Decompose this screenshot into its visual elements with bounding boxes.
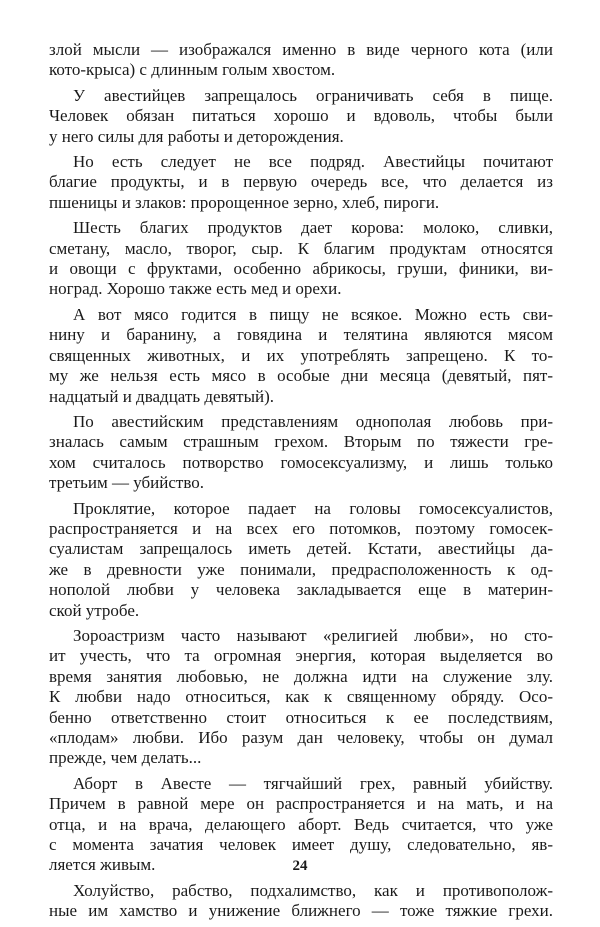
text-line: ской утробе. [49, 600, 140, 620]
text-line: распространяется и на всех его потомков, поэтому гомосек- [49, 518, 553, 538]
text-line: нополой любви у человека закладывается еще в материн- [49, 580, 553, 600]
text-line: суалистам запрещалось иметь детей. Кстати, авестийцы да- [49, 539, 553, 559]
text-line: По авестийским представлениям однополая любовь при- [73, 411, 553, 431]
text-line: Холуйство, рабство, подхалимство, как и противополож- [73, 880, 553, 900]
text-line: зналась самым страшным грехом. Вторым по тяжести гре- [49, 432, 553, 452]
text-line: священных животных, и их употреблять запрещено. К то- [49, 345, 553, 365]
paragraph [49, 499, 553, 621]
text-line: время занятия любовью, не должна идти на служение злу. [49, 666, 553, 686]
text-line: ляется живым. [49, 855, 156, 875]
text-line: отца, и на врача, делающего аборт. Ведь считается, что уже [49, 814, 553, 834]
text-line: му же нельзя есть мясо в особые дни месяца (девятый, пят- [49, 366, 553, 386]
text-line: же в древности уже понимали, предрасположенность к од- [49, 559, 553, 579]
text-line: ные им хамство и унижение ближнего — тоже тяжкие грехи. [49, 901, 553, 921]
text-line: с момента зачатия человек имеет душу, следовательно, яв- [49, 835, 553, 855]
text-line: злой мысли — изображался именно в виде черного кота (или [49, 40, 553, 59]
text-line: Аборт в Авесте — тягчайший грех, равный убийству. [73, 773, 553, 793]
paragraph [49, 218, 553, 300]
text-line: Но есть следует не все подряд. Авестийцы почитают [73, 152, 553, 172]
text-line: нину и баранину, а говядина и телятина являются мясом [49, 325, 553, 345]
text-line: у него силы для работы и деторождения. [49, 126, 344, 146]
paragraph [49, 86, 553, 147]
paragraph [49, 881, 553, 922]
text-line: бенно ответственно стоит относиться к ее последствиям, [49, 707, 553, 727]
page-number: 24 [292, 858, 308, 874]
page-body [49, 40, 553, 927]
paragraph [49, 40, 553, 81]
text-line: сметану, масло, творог, сыр. К благим продуктам относятся [49, 238, 553, 258]
text-line: надцатый и двадцать девятый). [49, 386, 275, 406]
text-line: ноград. Хорошо также есть мед и орехи. [49, 279, 342, 299]
text-line: Проклятие, которое падает на головы гомосексуалистов, [73, 498, 553, 518]
text-line: кото-крыса) с длинным голым хвостом. [49, 60, 336, 80]
text-line: пшеницы и злаков: пророщенное зерно, хлеб, пироги. [49, 192, 440, 212]
text-line: А вот мясо годится в пищу не всякое. Можно есть сви- [73, 304, 553, 324]
text-line: Человек обязан питаться хорошо и вдоволь, чтобы были [49, 106, 553, 126]
paragraph [49, 305, 553, 407]
text-line: Шесть благих продуктов дает корова: молоко, сливки, [73, 218, 553, 238]
text-line: Причем в равной мере он распространяется и на мать, и на [49, 794, 553, 814]
text-line: хом считалось потворство гомосексуализму, и лишь только [49, 452, 553, 472]
paragraph [49, 412, 553, 494]
text-line: «плодам» любви. Ибо разум дан человеку, чтобы он думал [49, 728, 553, 747]
text-line: Зороастризм часто называют «религией любви», но сто- [73, 625, 553, 645]
text-line: благие продукты, и в первую очередь все, что делается из [49, 172, 553, 192]
text-line: прежде, чем делать... [49, 748, 202, 768]
text-line: третьим — убийство. [49, 473, 204, 493]
text-line: ит учесть, что та огромная энергия, которая выделяется во [49, 646, 553, 666]
text-line: К любви надо относиться, как к священному обряду. Осо- [49, 687, 553, 707]
text-line: У авестийцев запрещалось ограничивать себя в пище. [73, 85, 553, 105]
text-line: и овощи с фруктами, особенно абрикосы, груши, финики, ви- [49, 259, 553, 279]
paragraph [49, 626, 553, 769]
paragraph [49, 152, 553, 213]
